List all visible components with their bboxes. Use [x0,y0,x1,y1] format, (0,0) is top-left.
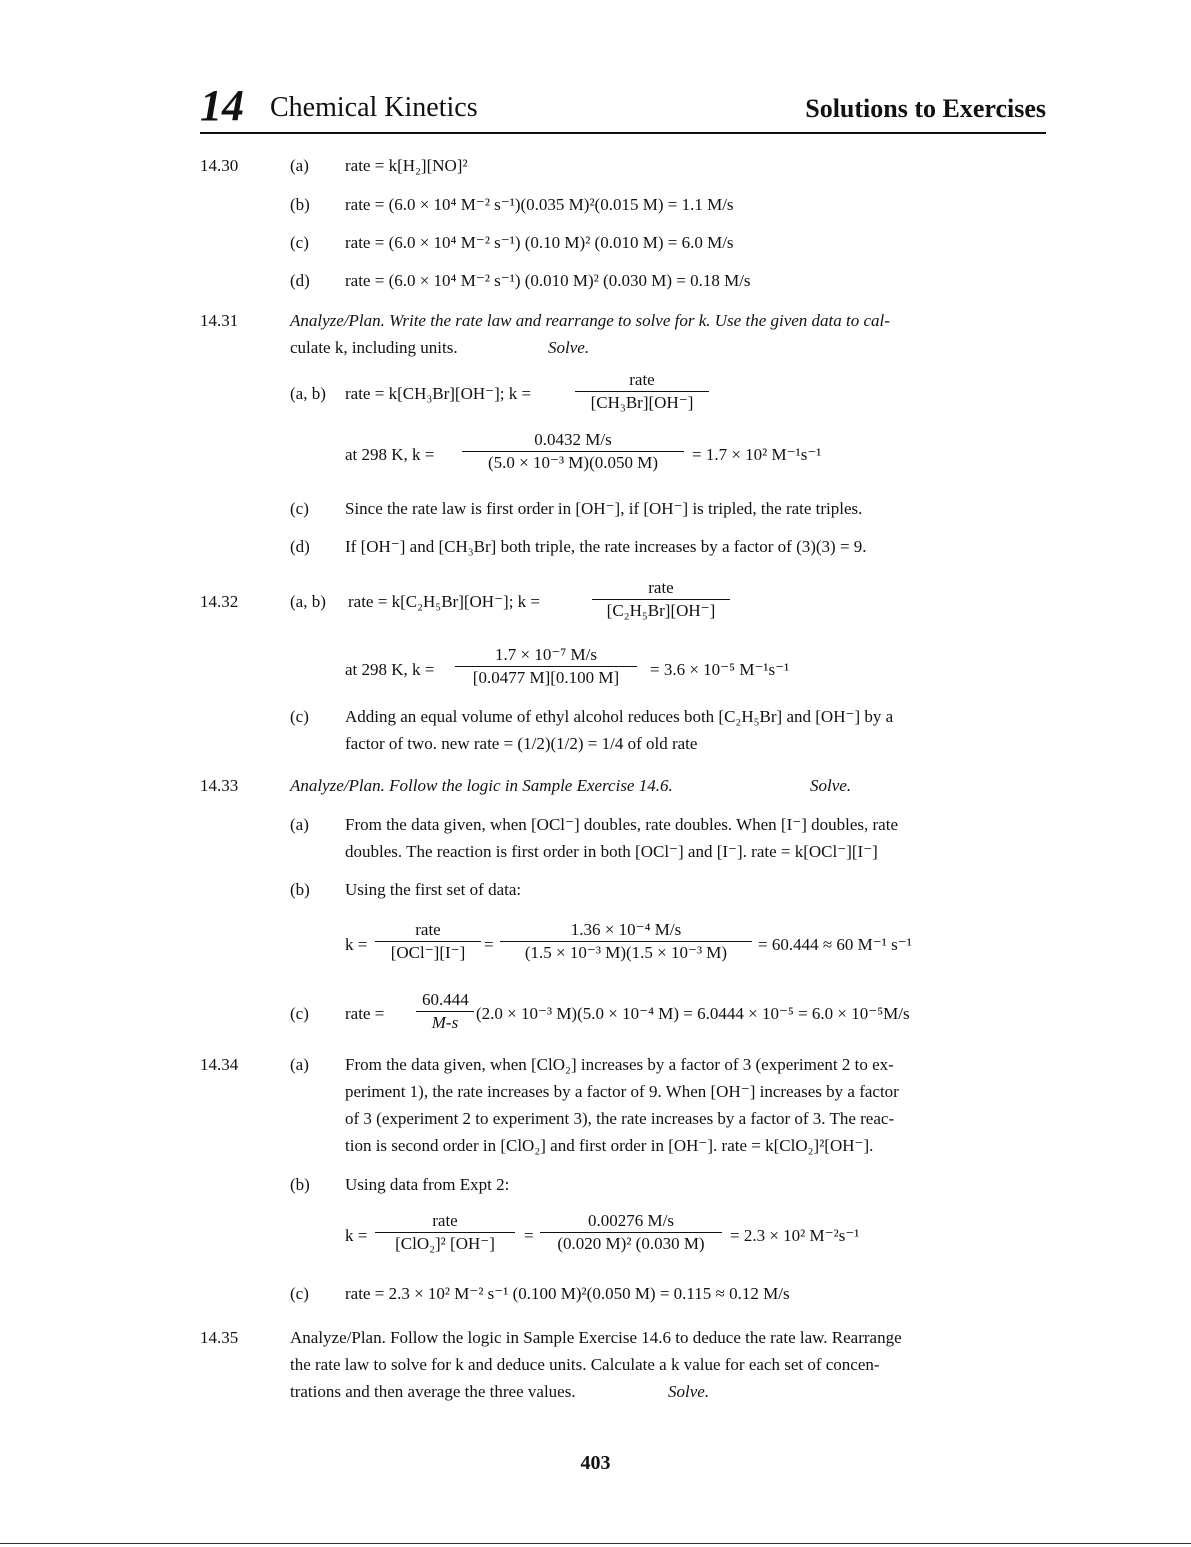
k-fraction [500,920,752,963]
analyze-plan-text: Analyze/Plan. Follow the logic in Sample Exercise 14.6. [290,776,673,795]
part-label: (c) [290,707,309,726]
part-label: (c) [290,1004,309,1023]
k-fraction [575,370,709,413]
chapter-title: Chemical Kinetics [270,92,478,123]
part-label: (d) [290,271,310,290]
analyze-plan-text: culate k, including units. [290,338,458,357]
part-label: (a, b) [290,592,326,611]
exercise-number: 14.30 [200,156,239,175]
k-result: = 3.6 × 10⁻⁵ M⁻¹s⁻¹ [650,660,790,679]
part-label: (c) [290,1284,309,1303]
fraction-denominator: [0.0477 M][0.100 M] [472,668,620,687]
part-label: (b) [290,880,310,899]
fraction-denominator: (0.020 M)² (0.030 M) [557,1234,705,1253]
rate-lead: rate = [345,1004,385,1023]
k-fraction [455,645,637,688]
page-edge-line [0,1543,1191,1544]
fraction-denominator: [C₂H₅Br][OH⁻] [606,601,716,620]
rate-law: rate = k[CH₃Br][OH⁻]; k = [345,384,532,403]
explanation: Since the rate law is first order in [OH⁻], if [OH⁻] is tripled, the rate triples. [345,499,863,518]
k-result: = 2.3 × 10² M⁻²s⁻¹ [730,1226,860,1245]
fraction-denominator: [CH₃Br][OH⁻] [590,393,694,412]
fraction-denominator: M-s [431,1013,459,1032]
fraction-denominator: (5.0 × 10⁻³ M)(0.050 M) [487,453,659,472]
k-lead: at 298 K, k = [345,660,435,679]
k-result: = 60.444 ≈ 60 M⁻¹ s⁻¹ [758,935,912,954]
k-fraction [375,920,481,963]
rate-calculation: (2.0 × 10⁻³ M)(5.0 × 10⁻⁴ M) = 6.0444 × 10⁻⁵ = 6.0 × 10⁻⁵M/s [476,1004,910,1023]
fraction-numerator: rate [592,578,730,600]
solve-label: Solve. [668,1382,710,1401]
explanation: Adding an equal volume of ethyl alcohol reduces both [C₂H₅Br] and [OH⁻] by a [345,707,894,726]
fraction-numerator: 1.36 × 10⁻⁴ M/s [500,920,752,942]
fraction-numerator: rate [375,920,481,942]
analyze-plan-text: trations and then average the three values. [290,1382,576,1401]
page-header [200,80,1046,134]
explanation: tion is second order in [ClO₂] and first order in [OH⁻]. rate = k[ClO₂]²[OH⁻]. [345,1136,874,1155]
part-label: (b) [290,1175,310,1194]
part-label: (c) [290,499,309,518]
k-result: = 1.7 × 10² M⁻¹s⁻¹ [692,445,822,464]
fraction-numerator: 1.7 × 10⁻⁷ M/s [455,645,637,667]
explanation: periment 1), the rate increases by a factor of 9. When [OH⁻] increases by a factor [345,1082,899,1101]
part-label: (d) [290,537,310,556]
rate-calculation: rate = (6.0 × 10⁴ M⁻² s⁻¹) (0.10 M)² (0.010 M) = 6.0 M/s [345,233,734,252]
analyze-plan-text: Analyze/Plan. Follow the logic in Sample Exercise 14.6 to deduce the rate law. Rearrange [290,1328,902,1347]
page-number: 403 [580,1452,611,1474]
part-label: (b) [290,195,310,214]
k-fraction [416,990,474,1033]
rate-calculation: rate = (6.0 × 10⁴ M⁻² s⁻¹) (0.010 M)² (0.030 M) = 0.18 M/s [345,271,751,290]
k-fraction [592,578,730,621]
exercise-number: 14.34 [200,1055,239,1074]
explanation: Using data from Expt 2: [345,1175,510,1194]
k-fraction [540,1211,722,1254]
explanation: factor of two. new rate = (1/2)(1/2) = 1/4 of old rate [345,734,698,753]
part-label: (a) [290,156,309,175]
exercise-number: 14.31 [200,311,239,330]
part-label: (a) [290,1055,309,1074]
solve-label: Solve. [810,776,852,795]
fraction-denominator: [OCl⁻][I⁻] [390,943,466,962]
fraction-numerator: 0.00276 M/s [540,1211,722,1233]
rate-calculation: rate = (6.0 × 10⁴ M⁻² s⁻¹)(0.035 M)²(0.015 M) = 1.1 M/s [345,195,734,214]
part-label: (a, b) [290,384,326,403]
equals-sign: = [484,935,494,954]
explanation: Using the first set of data: [345,880,522,899]
k-fraction [375,1211,515,1254]
fraction-numerator: rate [375,1211,515,1233]
solve-label: Solve. [548,338,590,357]
part-label: (a) [290,815,309,834]
k-lead: k = [345,935,368,954]
rate-calculation: rate = 2.3 × 10² M⁻² s⁻¹ (0.100 M)²(0.050 M) = 0.115 ≈ 0.12 M/s [345,1284,790,1303]
part-label: (c) [290,233,309,252]
k-lead: at 298 K, k = [345,445,435,464]
explanation: From the data given, when [OCl⁻] doubles, rate doubles. When [I⁻] doubles, rate [345,815,898,834]
analyze-plan-text: the rate law to solve for k and deduce units. Calculate a k value for each set of concen- [290,1355,880,1374]
equals-sign: = [524,1226,534,1245]
fraction-denominator: [ClO₂]² [OH⁻] [395,1234,495,1253]
fraction-numerator: 60.444 [416,990,474,1012]
fraction-numerator: 0.0432 M/s [462,430,684,452]
analyze-plan-text: Analyze/Plan. Write the rate law and rearrange to solve for k. Use the given data to cal- [290,311,890,330]
k-lead: k = [345,1226,368,1245]
chapter-number: 14 [200,81,244,130]
rate-law: rate = k[C₂H₅Br][OH⁻]; k = [348,592,541,611]
explanation: of 3 (experiment 2 to experiment 3), the rate increases by a factor of 3. The reac- [345,1109,895,1128]
exercise-number: 14.35 [200,1328,239,1347]
fraction-numerator: rate [575,370,709,392]
explanation: doubles. The reaction is first order in both [OCl⁻] and [I⁻]. rate = k[OCl⁻][I⁻] [345,842,878,861]
explanation: If [OH⁻] and [CH₃Br] both triple, the rate increases by a factor of (3)(3) = 9. [345,537,867,556]
explanation: From the data given, when [ClO₂] increases by a factor of 3 (experiment 2 to ex- [345,1055,894,1074]
exercise-number: 14.33 [200,776,239,795]
section-title: Solutions to Exercises [805,94,1046,123]
k-fraction [462,430,684,473]
exercise-number: 14.32 [200,592,239,611]
fraction-denominator: (1.5 × 10⁻³ M)(1.5 × 10⁻³ M) [524,943,728,962]
rate-law: rate = k[H₂][NO]² [345,156,468,175]
